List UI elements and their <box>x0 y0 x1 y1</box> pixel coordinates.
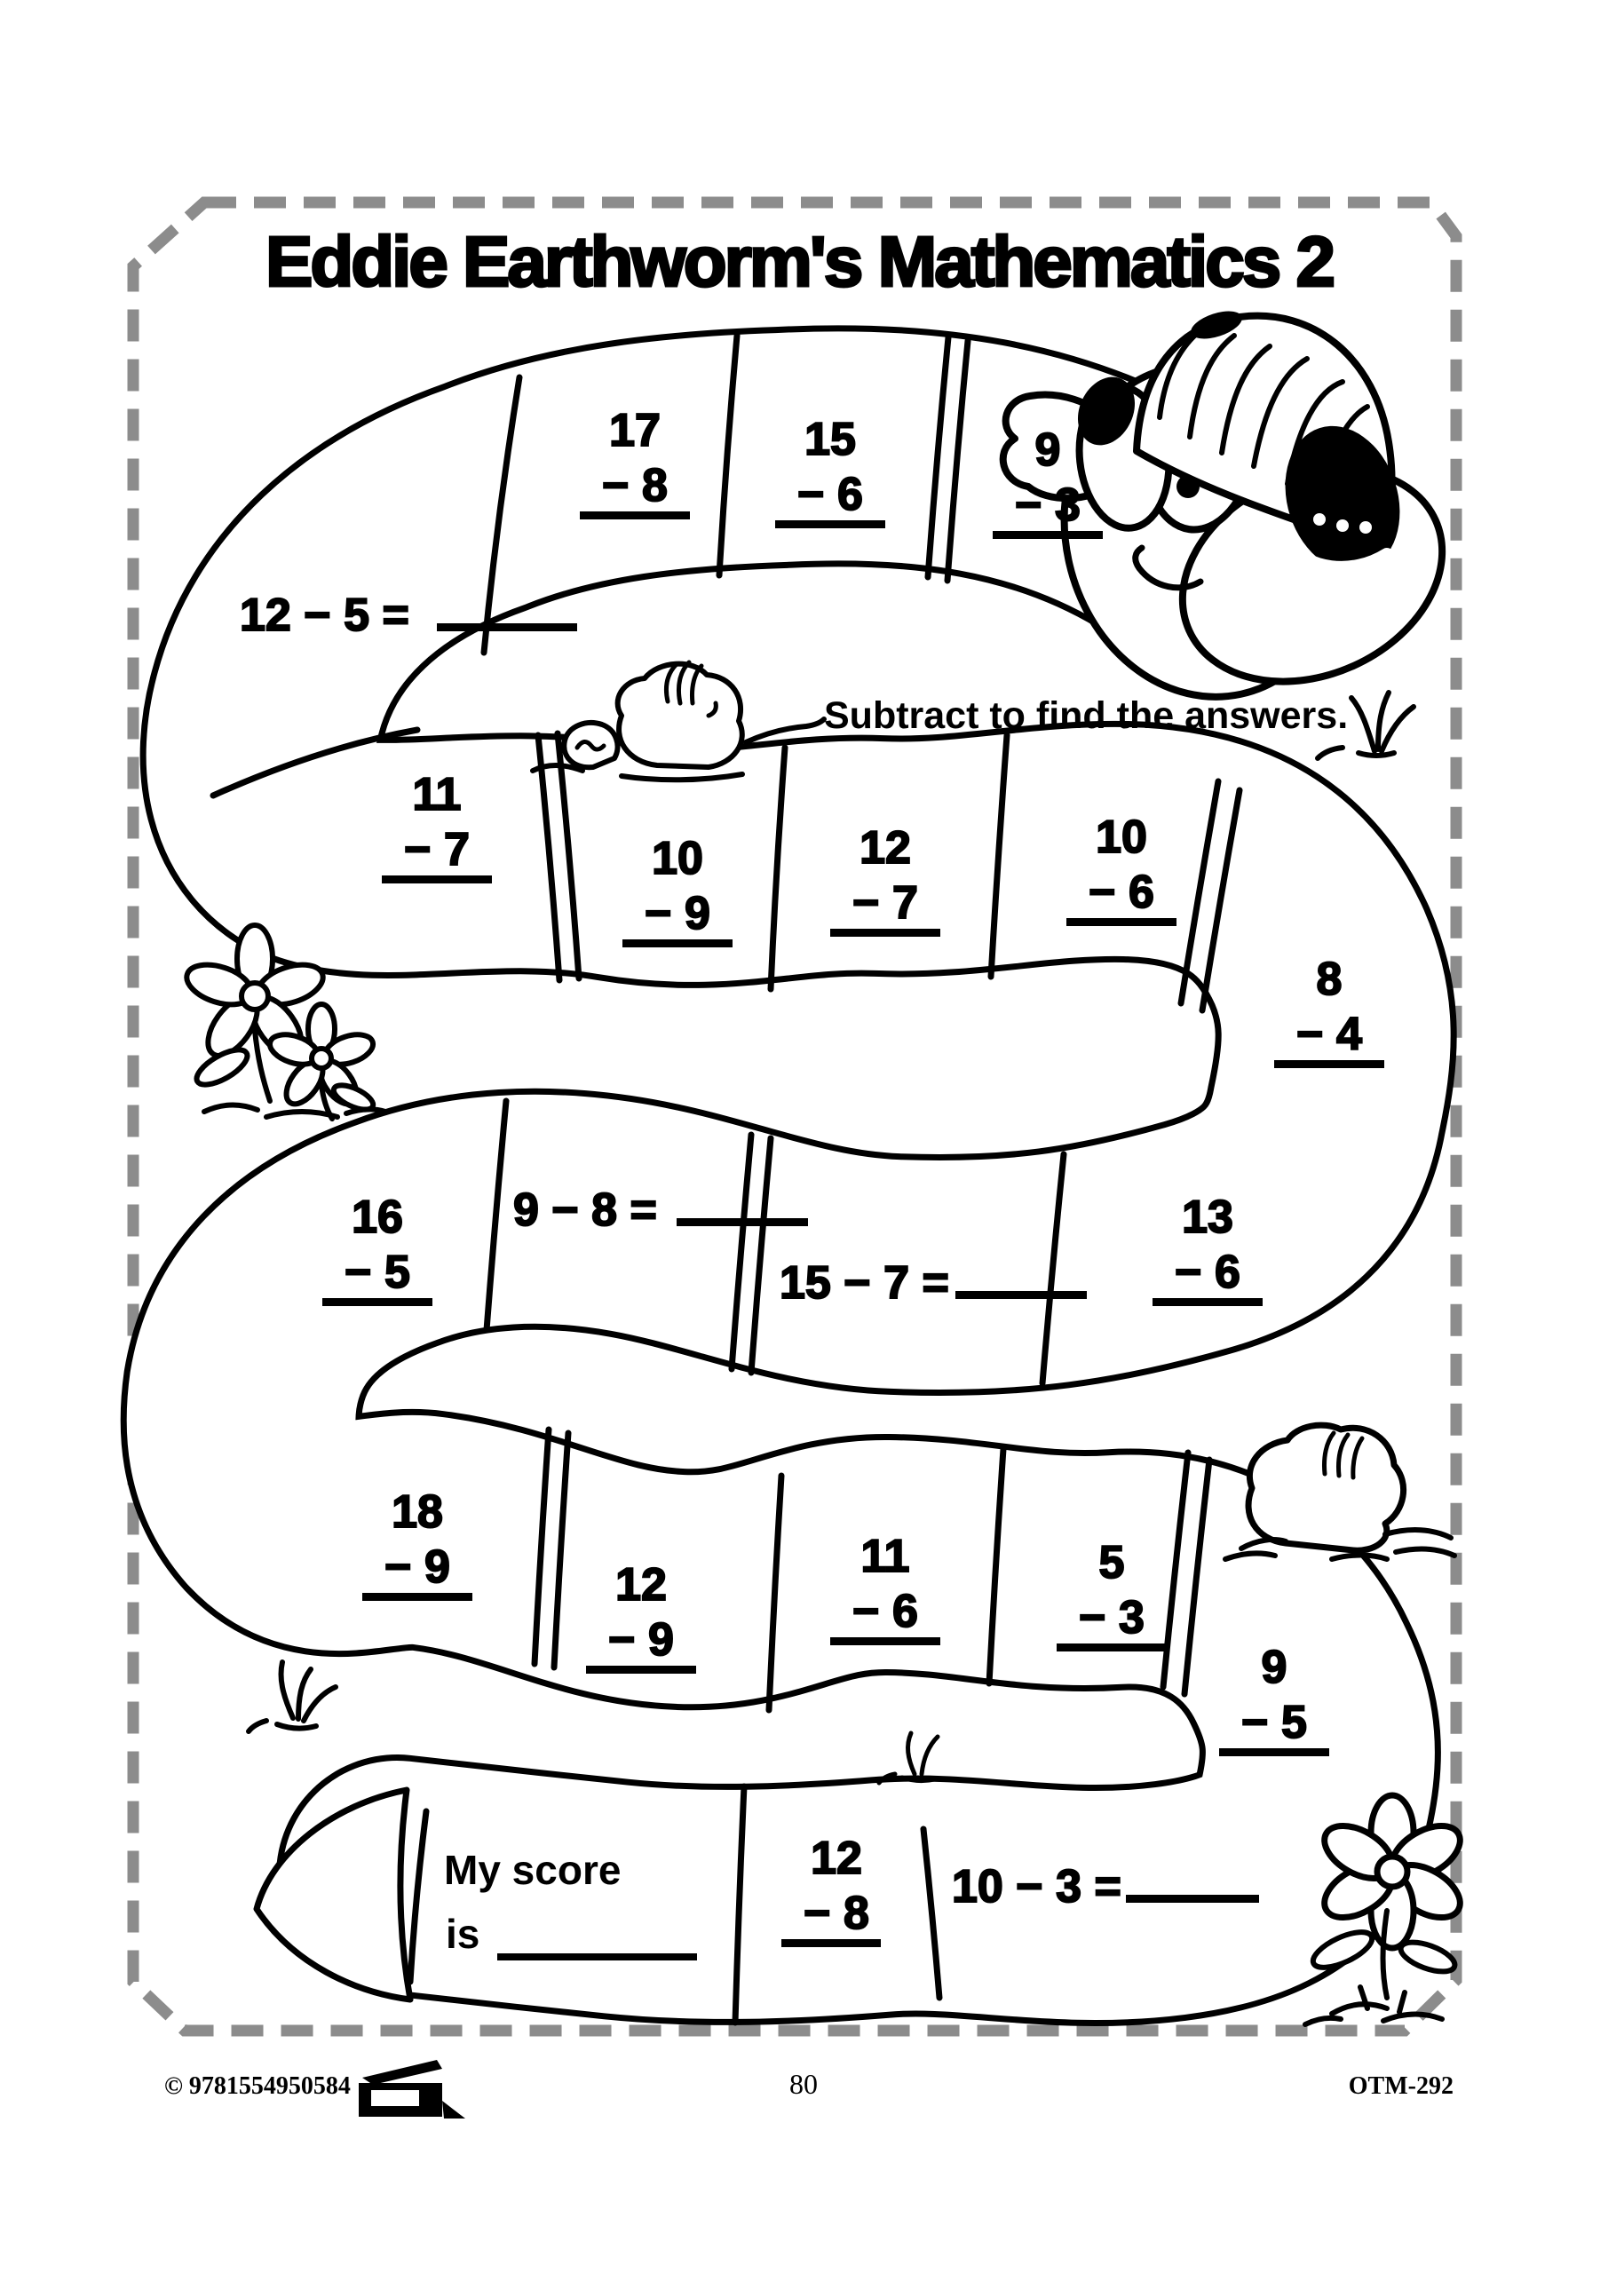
score-label-line1: My score <box>444 1847 622 1893</box>
problem-top: 9 <box>1261 1642 1287 1693</box>
problem-top: 13 <box>1182 1192 1233 1243</box>
answer-line <box>677 1218 808 1226</box>
problem-inline: 10 − 3 = <box>952 1861 1121 1913</box>
worm-tail <box>257 1790 410 2000</box>
problem-top: 12 <box>615 1559 667 1611</box>
problem-top: 18 <box>392 1486 443 1538</box>
problem-bottom: − 9 <box>608 1614 674 1666</box>
score-answer-line <box>497 1953 697 1960</box>
cap-dot <box>1359 521 1372 534</box>
problem-bottom: − 9 <box>645 888 710 939</box>
rock-icon <box>1225 1425 1454 1559</box>
footer <box>164 2060 1454 2119</box>
problem-top: 8 <box>1316 954 1343 1005</box>
problem-top: 17 <box>609 405 661 456</box>
page-title: Eddie Earthworm's Mathematics 2 <box>265 222 1333 301</box>
problem-bottom: − 8 <box>602 460 668 511</box>
score-label-line2: is <box>446 1911 480 1957</box>
copyright-text: © 9781554950584 <box>164 2072 351 2100</box>
problem-top: 10 <box>1096 812 1147 863</box>
answer-line <box>830 929 940 937</box>
product-code: OTM-292 <box>1348 2072 1454 2100</box>
answer-line <box>830 1637 940 1645</box>
cap-dot <box>1336 519 1349 532</box>
problem-top: 5 <box>1098 1537 1125 1588</box>
problem-bottom: − 3 <box>1079 1592 1145 1643</box>
answer-line <box>781 1939 881 1947</box>
problem-inline: 9 − 8 = <box>513 1184 657 1236</box>
instruction-text: Subtract to find the answers. <box>824 694 1349 737</box>
problem-top: 11 <box>860 1531 910 1582</box>
problem-inline: 15 − 7 = <box>780 1257 949 1309</box>
answer-line <box>993 531 1103 539</box>
answer-line <box>775 520 885 528</box>
answer-line <box>1126 1895 1259 1903</box>
problem-bottom: − 6 <box>797 469 863 520</box>
answer-line <box>322 1298 432 1306</box>
answer-line <box>622 939 733 947</box>
answer-line <box>437 623 577 631</box>
problem-top: 11 <box>412 769 462 820</box>
problem-bottom: − 6 <box>1175 1247 1240 1298</box>
answer-line <box>1153 1298 1263 1306</box>
problem-bottom: − 7 <box>852 877 918 929</box>
grass-tuft-icon <box>249 1662 336 1731</box>
flower-icon <box>1305 1795 1469 2024</box>
answer-line <box>362 1593 472 1601</box>
problem-bottom: − 6 <box>1089 867 1154 918</box>
problem-bottom: − 5 <box>345 1247 410 1298</box>
problem-top: 10 <box>652 833 703 884</box>
problem-bottom: − 6 <box>852 1586 918 1637</box>
problem-top: 12 <box>811 1833 862 1884</box>
cap-dot <box>1313 513 1326 526</box>
problem-bottom: − 4 <box>1296 1009 1362 1060</box>
answer-line <box>1219 1748 1329 1756</box>
answer-line <box>955 1291 1087 1299</box>
answer-line <box>382 875 492 883</box>
answer-line <box>586 1666 696 1674</box>
problem-top: 15 <box>804 414 856 465</box>
problem-top: 12 <box>860 822 911 874</box>
answer-line <box>1066 918 1176 926</box>
problem-inline: 12 − 5 = <box>240 590 409 641</box>
problem-bottom: − 9 <box>384 1541 450 1593</box>
problem-top: 16 <box>352 1192 403 1243</box>
problem-bottom: − 8 <box>804 1888 869 1939</box>
problem-bottom: − 5 <box>1241 1697 1307 1748</box>
problem-bottom: − 7 <box>404 824 470 875</box>
problem-top: 9 <box>1034 424 1061 476</box>
answer-line <box>1057 1643 1167 1651</box>
page-number: 80 <box>789 2068 818 2100</box>
answer-line <box>1274 1060 1384 1068</box>
answer-line <box>580 511 690 519</box>
publisher-logo-icon <box>359 2060 465 2119</box>
problem-bottom: − 3 <box>1015 479 1081 531</box>
